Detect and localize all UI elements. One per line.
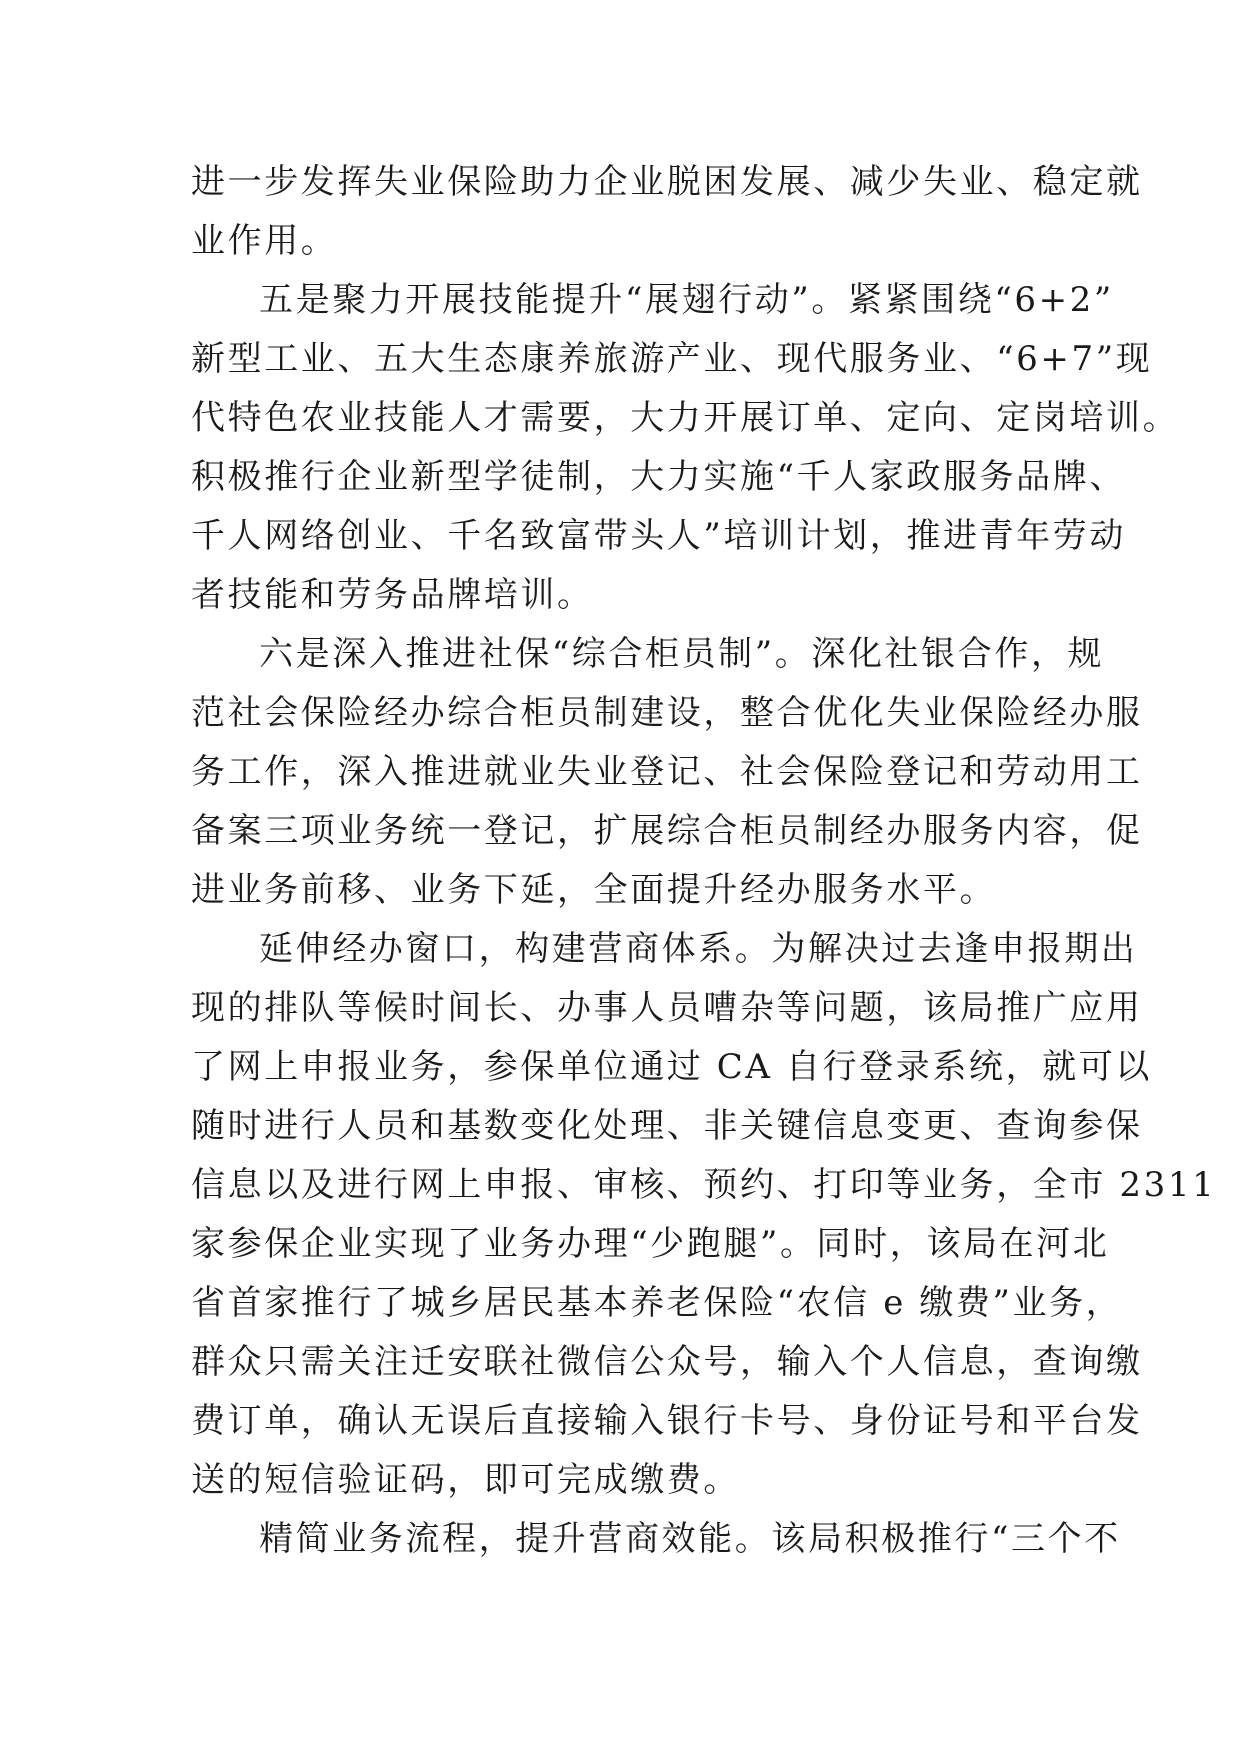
text-line: 延伸经办窗口，构建营商体系。为解决过去逢申报期出 — [259, 929, 1138, 969]
text-line: 进一步发挥失业保险助力企业脱困发展、减少失业、稳定就 — [191, 162, 1143, 202]
body-text — [191, 153, 1217, 1569]
text-line: 费订单，确认无误后直接输入银行卡号、身份证号和平台发 — [191, 1401, 1143, 1441]
text-line: 范社会保险经办综合柜员制建设，整合优化失业保险经办服 — [191, 693, 1143, 733]
text-line: 群众只需关注迁安联社微信公众号，输入个人信息，查询缴 — [191, 1342, 1143, 1382]
text-line: 五是聚力开展技能提升“展翅行动”。紧紧围绕“6+2” — [259, 280, 1114, 320]
text-line: 六是深入推进社保“综合柜员制”。深化社银合作，规 — [259, 634, 1105, 674]
text-line: 进业务前移、业务下延，全面提升经办服务水平。 — [191, 870, 997, 910]
text-line: 者技能和劳务品牌培训。 — [191, 575, 594, 615]
text-line: 新型工业、五大生态康养旅游产业、现代服务业、“6+7”现 — [191, 339, 1153, 379]
text-line: 精简业务流程，提升营商效能。该局积极推行“三个不 — [259, 1519, 1121, 1559]
text-line: 省首家推行了城乡居民基本养老保险“农信 e 缴费”业务， — [191, 1283, 1123, 1323]
text-line: 了网上申报业务，参保单位通过 CA 自行登录系统，就可以 — [191, 1047, 1152, 1087]
text-line: 积极推行企业新型学徒制，大力实施“千人家政服务品牌、 — [191, 457, 1126, 497]
text-line: 随时进行人员和基数变化处理、非关键信息变更、查询参保 — [191, 1106, 1143, 1146]
text-line: 家参保企业实现了业务办理“少跑腿”。同时，该局在河北 — [191, 1224, 1110, 1264]
text-line: 千人网络创业、千名致富带头人”培训计划，推进青年劳动 — [191, 516, 1126, 556]
text-line: 现的排队等候时间长、办事人员嘈杂等问题，该局推广应用 — [191, 988, 1143, 1028]
text-line: 信息以及进行网上申报、审核、预约、打印等业务，全市 2311 — [191, 1165, 1217, 1205]
text-line: 备案三项业务统一登记，扩展综合柜员制经办服务内容，促 — [191, 811, 1143, 851]
text-line: 送的短信验证码，即可完成缴费。 — [191, 1460, 740, 1500]
text-line: 业作用。 — [191, 221, 338, 261]
text-line: 代特色农业技能人才需要，大力开展订单、定向、定岗培训。 — [191, 398, 1180, 438]
text-line: 务工作，深入推进就业失业登记、社会保险登记和劳动用工 — [191, 752, 1143, 792]
